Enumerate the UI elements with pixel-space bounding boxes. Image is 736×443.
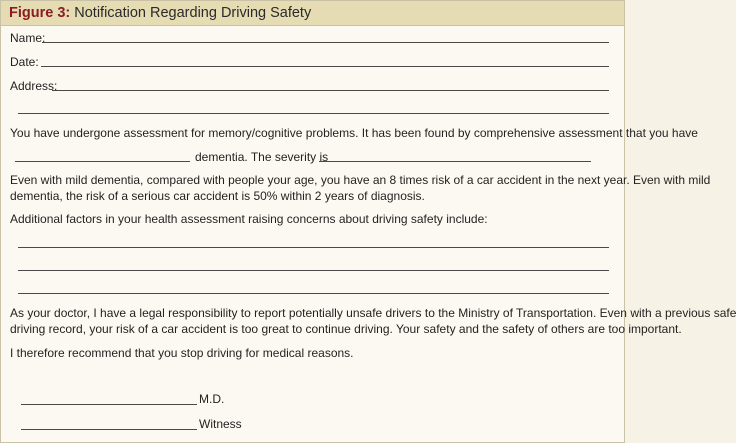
duty-text-line-2: driving record, your risk of a car accident is too great to continue driving. Your safety and the safety of others are too important. [10,322,682,336]
factors-line-2[interactable] [18,270,609,271]
md-label: M.D. [199,392,225,406]
witness-label: Witness [199,417,242,431]
figure-label: Figure 3: [9,5,71,21]
risk-text-line-2: dementia, the risk of a serious car accident is 50% within 2 years of diagnosis. [10,189,425,203]
risk-text-line-1: Even with mild dementia, compared with people your age, you have an 8 times risk of a car accident in the next year. Even with mild [10,173,711,187]
address-label: Address: [10,79,58,93]
figure-title: Notification Regarding Driving Safety [74,5,312,21]
dementia-severity-text: dementia. The severity is [195,150,329,164]
address-field-line-2[interactable] [18,113,609,114]
assessment-intro-text: You have undergone assessment for memory/cognitive problems. It has been found by comprehensive assessment that you have [10,126,698,140]
additional-factors-text: Additional factors in your health assessment raising concerns about driving safety include: [10,212,488,226]
figure-header [1,1,624,26]
date-field-line[interactable] [41,66,609,67]
witness-signature-line[interactable] [21,429,197,430]
date-label: Date: [10,55,39,69]
recommendation-text: I therefore recommend that you stop driving for medical reasons. [10,346,354,360]
md-signature-line[interactable] [21,404,197,405]
address-field-line-1[interactable] [52,90,609,91]
factors-line-1[interactable] [18,247,609,248]
name-label: Name: [10,31,46,45]
severity-line[interactable] [319,161,591,162]
dementia-type-line[interactable] [15,161,190,162]
name-field-line[interactable] [42,42,609,43]
factors-line-3[interactable] [18,293,609,294]
duty-text-line-1: As your doctor, I have a legal responsibility to report potentially unsafe drivers to the Ministry of Transportation. Even with a previous safe [10,306,736,320]
